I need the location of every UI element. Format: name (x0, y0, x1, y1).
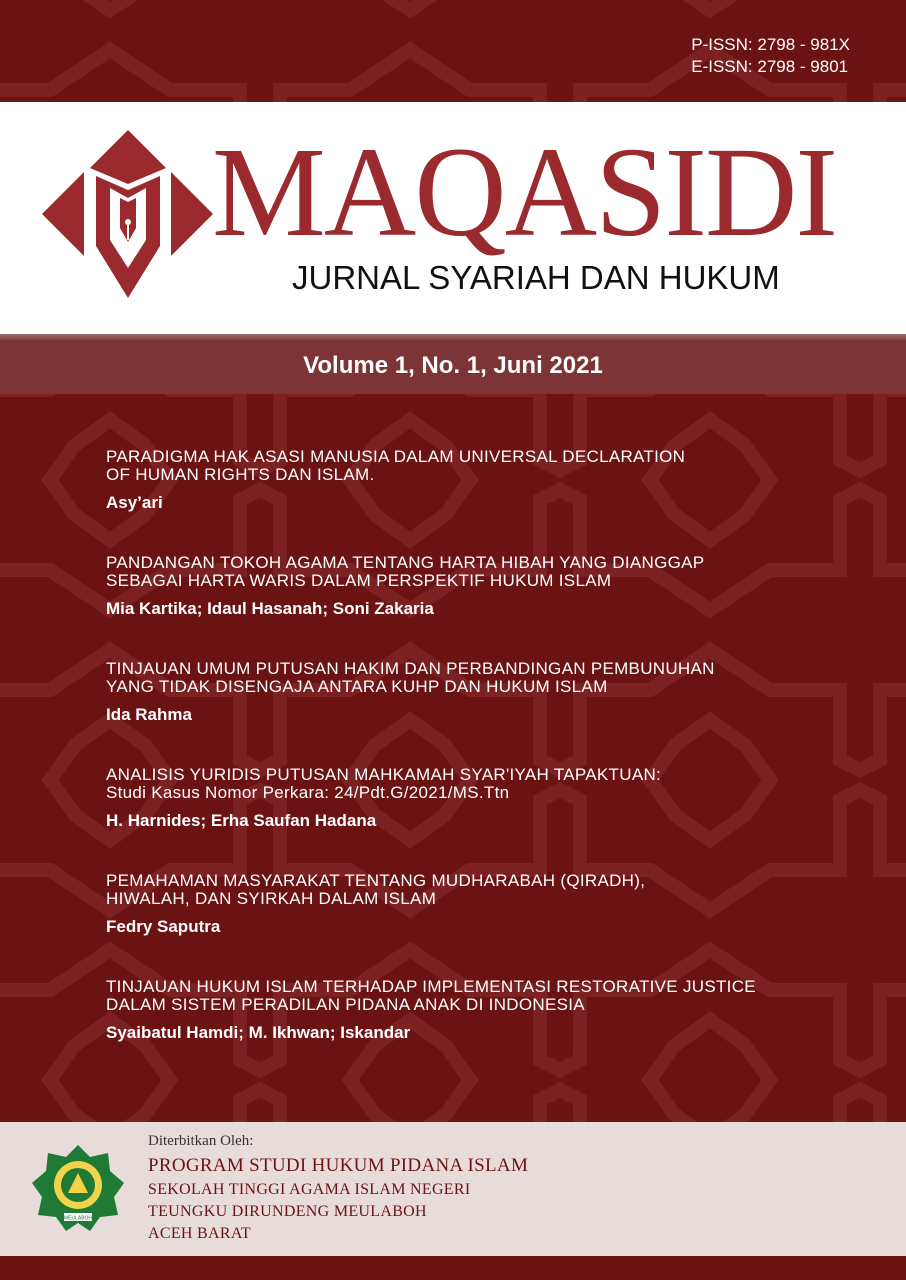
article-title-line: OF HUMAN RIGHTS DAN ISLAM. (106, 465, 375, 484)
article-item (106, 978, 846, 1084)
article-title (106, 766, 846, 802)
article-item (106, 872, 846, 978)
article-item (106, 554, 846, 660)
article-title (106, 448, 846, 484)
publisher-label: Diterbitkan Oleh: (148, 1133, 254, 1149)
article-authors: Mia Kartika; Idaul Hasanah; Soni Zakaria (106, 599, 434, 618)
article-authors: Syaibatul Hamdi; M. Ikhwan; Iskandar (106, 1023, 411, 1042)
journal-logo-icon (40, 128, 215, 300)
article-title-line: HIWALAH, DAN SYIRKAH DALAM ISLAM (106, 889, 437, 908)
article-item (106, 448, 846, 554)
article-title-line: PEMAHAMAN MASYARAKAT TENTANG MUDHARABAH (QIRADH), (106, 871, 646, 890)
article-authors: Ida Rahma (106, 705, 192, 724)
footer-bottom-strip (0, 1256, 906, 1280)
volume-issue: Volume 1, No. 1, Juni 2021 (303, 352, 603, 379)
article-title-line: SEBAGAI HARTA WARIS DALAM PERSPEKTIF HUKUM ISLAM (106, 571, 612, 590)
article-title-line: Studi Kasus Nomor Perkara: 24/Pdt.G/2021/MS.Ttn (106, 783, 510, 802)
journal-subtitle: JURNAL SYARIAH DAN HUKUM (292, 259, 780, 296)
article-authors: Fedry Saputra (106, 917, 221, 936)
article-title-line: PARADIGMA HAK ASASI MANUSIA DALAM UNIVERSAL DECLARATION (106, 447, 686, 466)
article-authors: Asy’ari (106, 493, 163, 512)
article-item (106, 660, 846, 766)
publisher-institution: SEKOLAH TINGGI AGAMA ISLAM NEGERI (148, 1181, 471, 1198)
electronic-issn: E-ISSN: 2798 - 9801 (691, 57, 849, 76)
institution-emblem-icon (30, 1143, 126, 1235)
article-title (106, 872, 846, 908)
journal-title: MAQASIDI (212, 121, 836, 263)
publisher-institution-name: TEUNGKU DIRUNDENG MEULABOH (148, 1203, 427, 1220)
emblem-label: MEULABOH (63, 1215, 93, 1222)
article-title-line: PANDANGAN TOKOH AGAMA TENTANG HARTA HIBAH YANG DIANGGAP (106, 553, 705, 572)
banner-shadow (0, 334, 906, 342)
issn-block (691, 34, 850, 78)
article-title (106, 660, 846, 696)
article-item (106, 766, 846, 872)
article-list (106, 448, 846, 1084)
article-title (106, 978, 846, 1014)
article-authors: H. Harnides; Erha Saufan Hadana (106, 811, 377, 830)
publisher-program: PROGRAM STUDI HUKUM PIDANA ISLAM (148, 1155, 529, 1176)
article-title (106, 554, 846, 590)
article-title-line: YANG TIDAK DISENGAJA ANTARA KUHP DAN HUKUM ISLAM (106, 677, 608, 696)
article-title-line: DALAM SISTEM PERADILAN PIDANA ANAK DI INDONESIA (106, 995, 585, 1014)
article-title-line: TINJAUAN HUKUM ISLAM TERHADAP IMPLEMENTASI RESTORATIVE JUSTICE (106, 977, 756, 996)
print-issn: P-ISSN: 2798 - 981X (691, 35, 850, 54)
article-title-line: TINJAUAN UMUM PUTUSAN HAKIM DAN PERBANDINGAN PEMBUNUHAN (106, 659, 715, 678)
article-title-line: ANALISIS YURIDIS PUTUSAN MAHKAMAH SYAR'IYAH TAPAKTUAN: (106, 765, 662, 784)
publisher-region: ACEH BARAT (148, 1225, 252, 1242)
